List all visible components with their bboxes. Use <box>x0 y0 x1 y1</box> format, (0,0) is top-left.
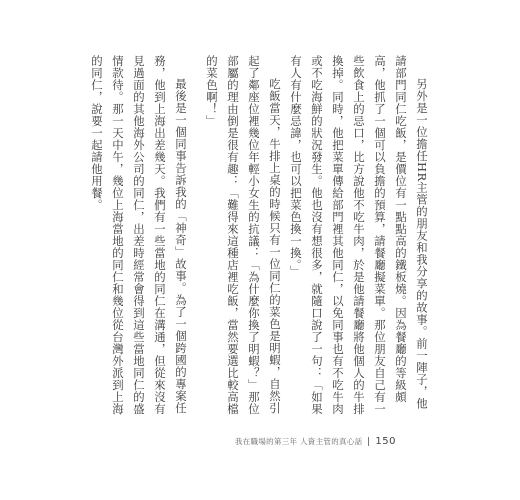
running-footer-title: 我在職場的第三年 人資主管的真心話 <box>234 437 363 446</box>
vertical-text-body <box>86 55 432 420</box>
paragraph-shanghai-story: 最後是一個同事告訴我的「神奇」故事。為了一個跨國的專案任務，他到上海出差幾天。我們有一些當地的同仁在溝通，但從來沒有見過面的其他海外公司的同仁，出差時經常會得到這些當地同仁的盛情款待。那一天中午，幾位上海當地的同仁和幾位從台灣外派到上海的同仁，說要一起請他用餐。 <box>90 55 188 415</box>
paragraph-shrimp-story: 吃飯當天，牛排上桌的時候只有一位同仁的菜色是明蝦，自然引起了鄰座位裡幾位年輕小女生的抗議：「為什麼你換了明蝦？」那位部屬的理由倒是很有趣：「難得來這種店裡吃飯，當然要選比較高檔的菜色啊！」 <box>205 55 282 415</box>
page-footer <box>235 436 396 447</box>
page-number: 150 <box>375 436 396 447</box>
paragraph-hr-dinner-story: 另外是一位擔任HR主管的朋友和我分享的故事。前一陣子，他請部門同仁吃飯，是價位有一點點高的鐵板燒。因為餐廳的等級頗高，他抓了一個可以負擔的預算，請餐廳擬菜單。那位朋友自己有一些飲食上的忌口，比方說他不吃牛肉，於是他請餐廳將他個人的牛排換掉。同時，他把菜單傳給部門裡其他同仁，以免同事也有不吃牛肉或不吃海鮮的狀況發生。他也沒有想很多，就隨口說了一句：「如果有人有什麼忌諱，也可以把菜色換一換。」 <box>289 55 429 415</box>
footer-divider <box>368 437 369 446</box>
